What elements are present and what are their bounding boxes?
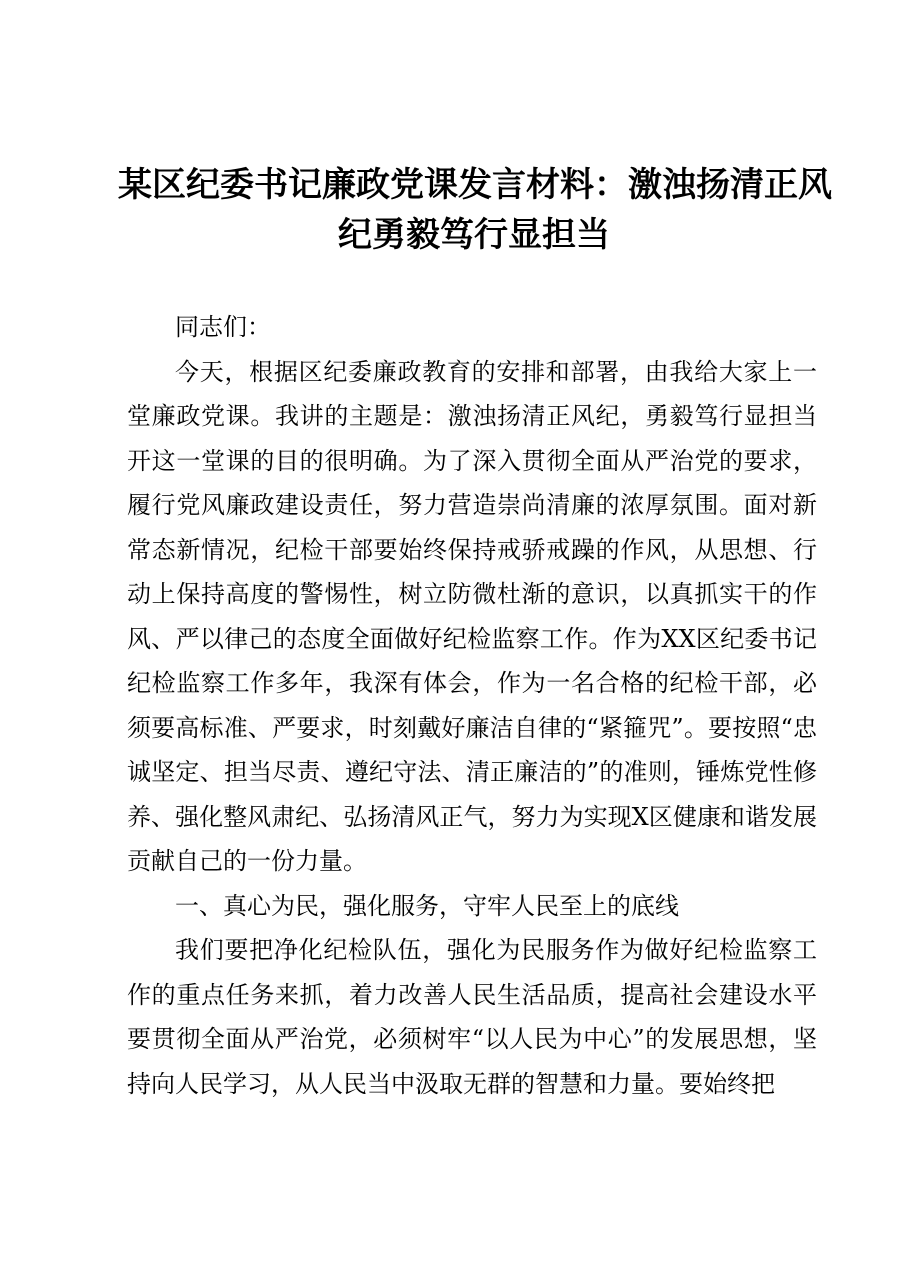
section-1-paragraph: 我们要把净化纪检队伍，强化为民服务作为做好纪检监察工作的重点任务来抓，着力改善人民生活品质，提高社会建设水平要贯彻全面从严治党，必须树牢“以人民为中心”的发展思想，坚持向人民学习，从人民当中汲取无群的智慧和力量。要始终把 (127, 936, 817, 1098)
section-heading-1: 一、真心为民，强化服务，守牢人民至上的底线 (175, 891, 679, 920)
document-body (127, 305, 817, 1106)
title-line-2: 纪勇毅笃行显担当 (338, 215, 610, 255)
intro-paragraph: 今天，根据区纪委廉政教育的安排和部署，由我给大家上一堂廉政党课。我讲的主题是：激浊扬清正风纪，勇毅笃行显担当开这一堂课的目的很明确。为了深入贯彻全面从严治党的要求，履行党风廉政建设责任，努力营造崇尚清廉的浓厚氛围。面对新常态新情况，纪检干部要始终保持戒骄戒躁的作风，从思想、行动上保持高度的警惕性，树立防微杜渐的意识，以真抓实干的作风、严以律己的态度全面做好纪检监察工作。作为XX区纪委书记纪检监察工作多年，我深有体会，作为一名合格的纪检干部，必须要高标准、严要求，时刻戴好廉洁自律的“紧箍咒”。要按照“忠诚坚定、担当尽责、遵纪守法、清正廉洁的”的准则，锤炼党性修养、强化整风肃纪、弘扬清风正气，努力为实现X区健康和谐发展贡献自己的一份力量。 (127, 357, 817, 875)
title-line-1: 某区纪委书记廉政党课发言材料：激浊扬清正风 (118, 165, 832, 205)
salutation: 同志们： (175, 313, 271, 341)
document-title (118, 160, 830, 260)
